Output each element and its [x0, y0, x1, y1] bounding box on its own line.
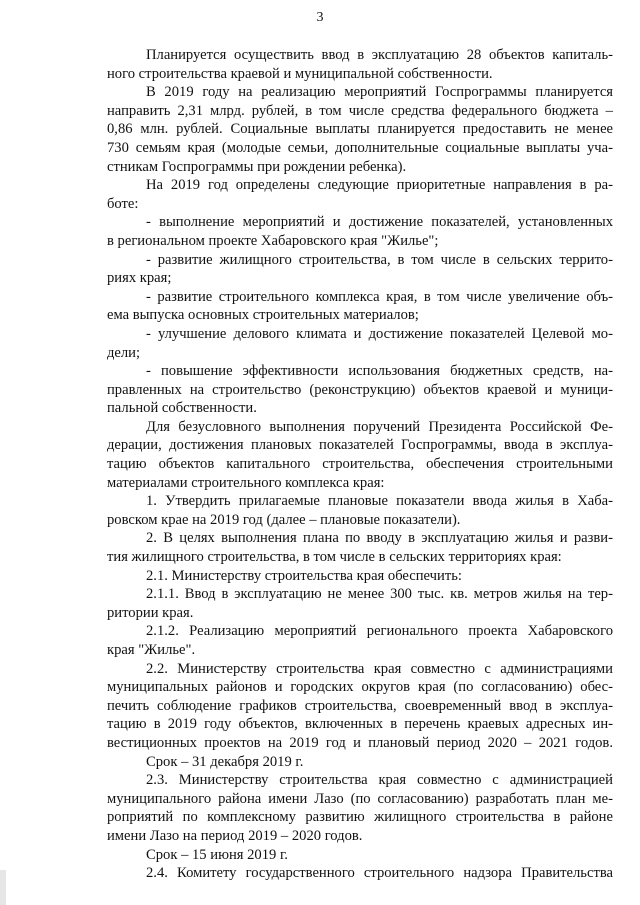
text-line: - улучшение делового климата и достижение показателей Целевой мо-: [146, 325, 613, 342]
text-line: роприятий по комплексному развитию жилищного строительства в районе: [107, 809, 613, 826]
text-line: Для безусловного выполнения поручений Президента Российской Фе-: [146, 418, 614, 435]
text-line: тацию в 2019 году объектов, включенных в перечень краевых адресных ин-: [107, 716, 614, 733]
text-line: ного строительства краевой и муниципальной собственности.: [107, 65, 493, 82]
text-line: муниципального района имени Лазо (по согласованию) разработать план ме-: [107, 790, 613, 807]
text-line: 730 семьям края (молодые семьи, дополнительные социальные выплаты уча-: [107, 139, 613, 156]
text-line: 2.2. Министерству строительства края совместно с администрациями: [146, 660, 613, 677]
text-line: правленных на строительство (реконструкцию) объектов краевой и муници-: [107, 381, 613, 398]
text-line: материалами строительного комплекса края:: [107, 474, 385, 491]
text-line: имени Лазо на период 2019 – 2020 годов.: [107, 827, 363, 844]
text-line: ема выпуска основных строительных материалов;: [107, 307, 419, 324]
text-line: 2.1.1. Ввод в эксплуатацию не менее 300 тыс. кв. метров жилья на тер-: [146, 586, 613, 603]
text-line: ритории края.: [107, 604, 194, 621]
text-line: 1. Утвердить прилагаемые плановые показатели ввода жилья в Хаба-: [146, 493, 613, 510]
text-line: боте:: [107, 195, 139, 212]
text-line: Срок – 15 июня 2019 г.: [146, 846, 288, 863]
text-line: дерации, достижения плановых показателей Госпрограммы, ввода в эксплуа-: [107, 437, 613, 454]
text-line: стникам Госпрограммы при рождении ребенка).: [107, 158, 407, 175]
text-line: На 2019 год определены следующие приоритетные направления в ра-: [146, 177, 613, 194]
text-line: тия жилищного строительства, в том числе в сельских территориях края:: [107, 549, 562, 566]
text-line: края "Жилье".: [107, 642, 196, 658]
scan-edge-mark: [0, 870, 6, 905]
text-line: - повышение эффективности использования бюджетных средств, на-: [146, 363, 613, 380]
text-line: - выполнение мероприятий и достижение показателей, установленных: [146, 214, 614, 231]
text-line: 2. В целях выполнения плана по вводу в эксплуатацию жилья и разви-: [146, 530, 613, 547]
text-line: Планируется осуществить ввод в эксплуатацию 28 объектов капиталь-: [146, 47, 613, 63]
page-number: 3: [316, 10, 324, 25]
text-line: 2.1. Министерству строительства края обеспечить:: [146, 567, 462, 584]
text-line: 2.4. Комитету государственного строительного надзора Правительства: [146, 865, 613, 882]
text-line: печить соблюдение графиков строительства, своевременный ввод в эксплуа-: [107, 697, 613, 714]
text-line: в региональном проекте Хабаровского края "Жилье";: [107, 232, 439, 249]
text-line: В 2019 году на реализацию мероприятий Госпрограммы планируется: [146, 84, 614, 101]
text-line: риях края;: [107, 270, 172, 287]
text-line: дели;: [107, 344, 141, 361]
text-line: направить 2,31 млрд. рублей, в том числе средства федерального бюджета –: [107, 102, 613, 119]
text-line: 2.3. Министерству строительства края совместно с администрацией: [146, 772, 613, 789]
text-line: - развитие строительного комплекса края, в том числе увеличение объ-: [146, 288, 614, 305]
text-line: 2.1.2. Реализацию мероприятий регионального проекта Хабаровского: [146, 623, 614, 640]
text-line: ровском крае на 2019 год (далее – плановые показатели).: [107, 511, 461, 528]
document-body: [107, 46, 613, 883]
text-line: Срок – 31 декабря 2019 г.: [146, 753, 304, 770]
text-line: - развитие жилищного строительства, в том числе в сельских террито-: [146, 251, 613, 268]
text-line: муниципальных районов и городских округов края (по согласованию) обес-: [107, 679, 613, 696]
text-line: тацию объектов капитального строительства, обеспечения строительными: [107, 456, 613, 473]
text-line: пальной собственности.: [107, 400, 257, 417]
text-line: вестиционных проектов на 2019 год и плановый период 2020 – 2021 годов.: [107, 734, 613, 751]
text-line: 0,86 млн. рублей. Социальные выплаты планируется предоставить не менее: [107, 121, 614, 138]
